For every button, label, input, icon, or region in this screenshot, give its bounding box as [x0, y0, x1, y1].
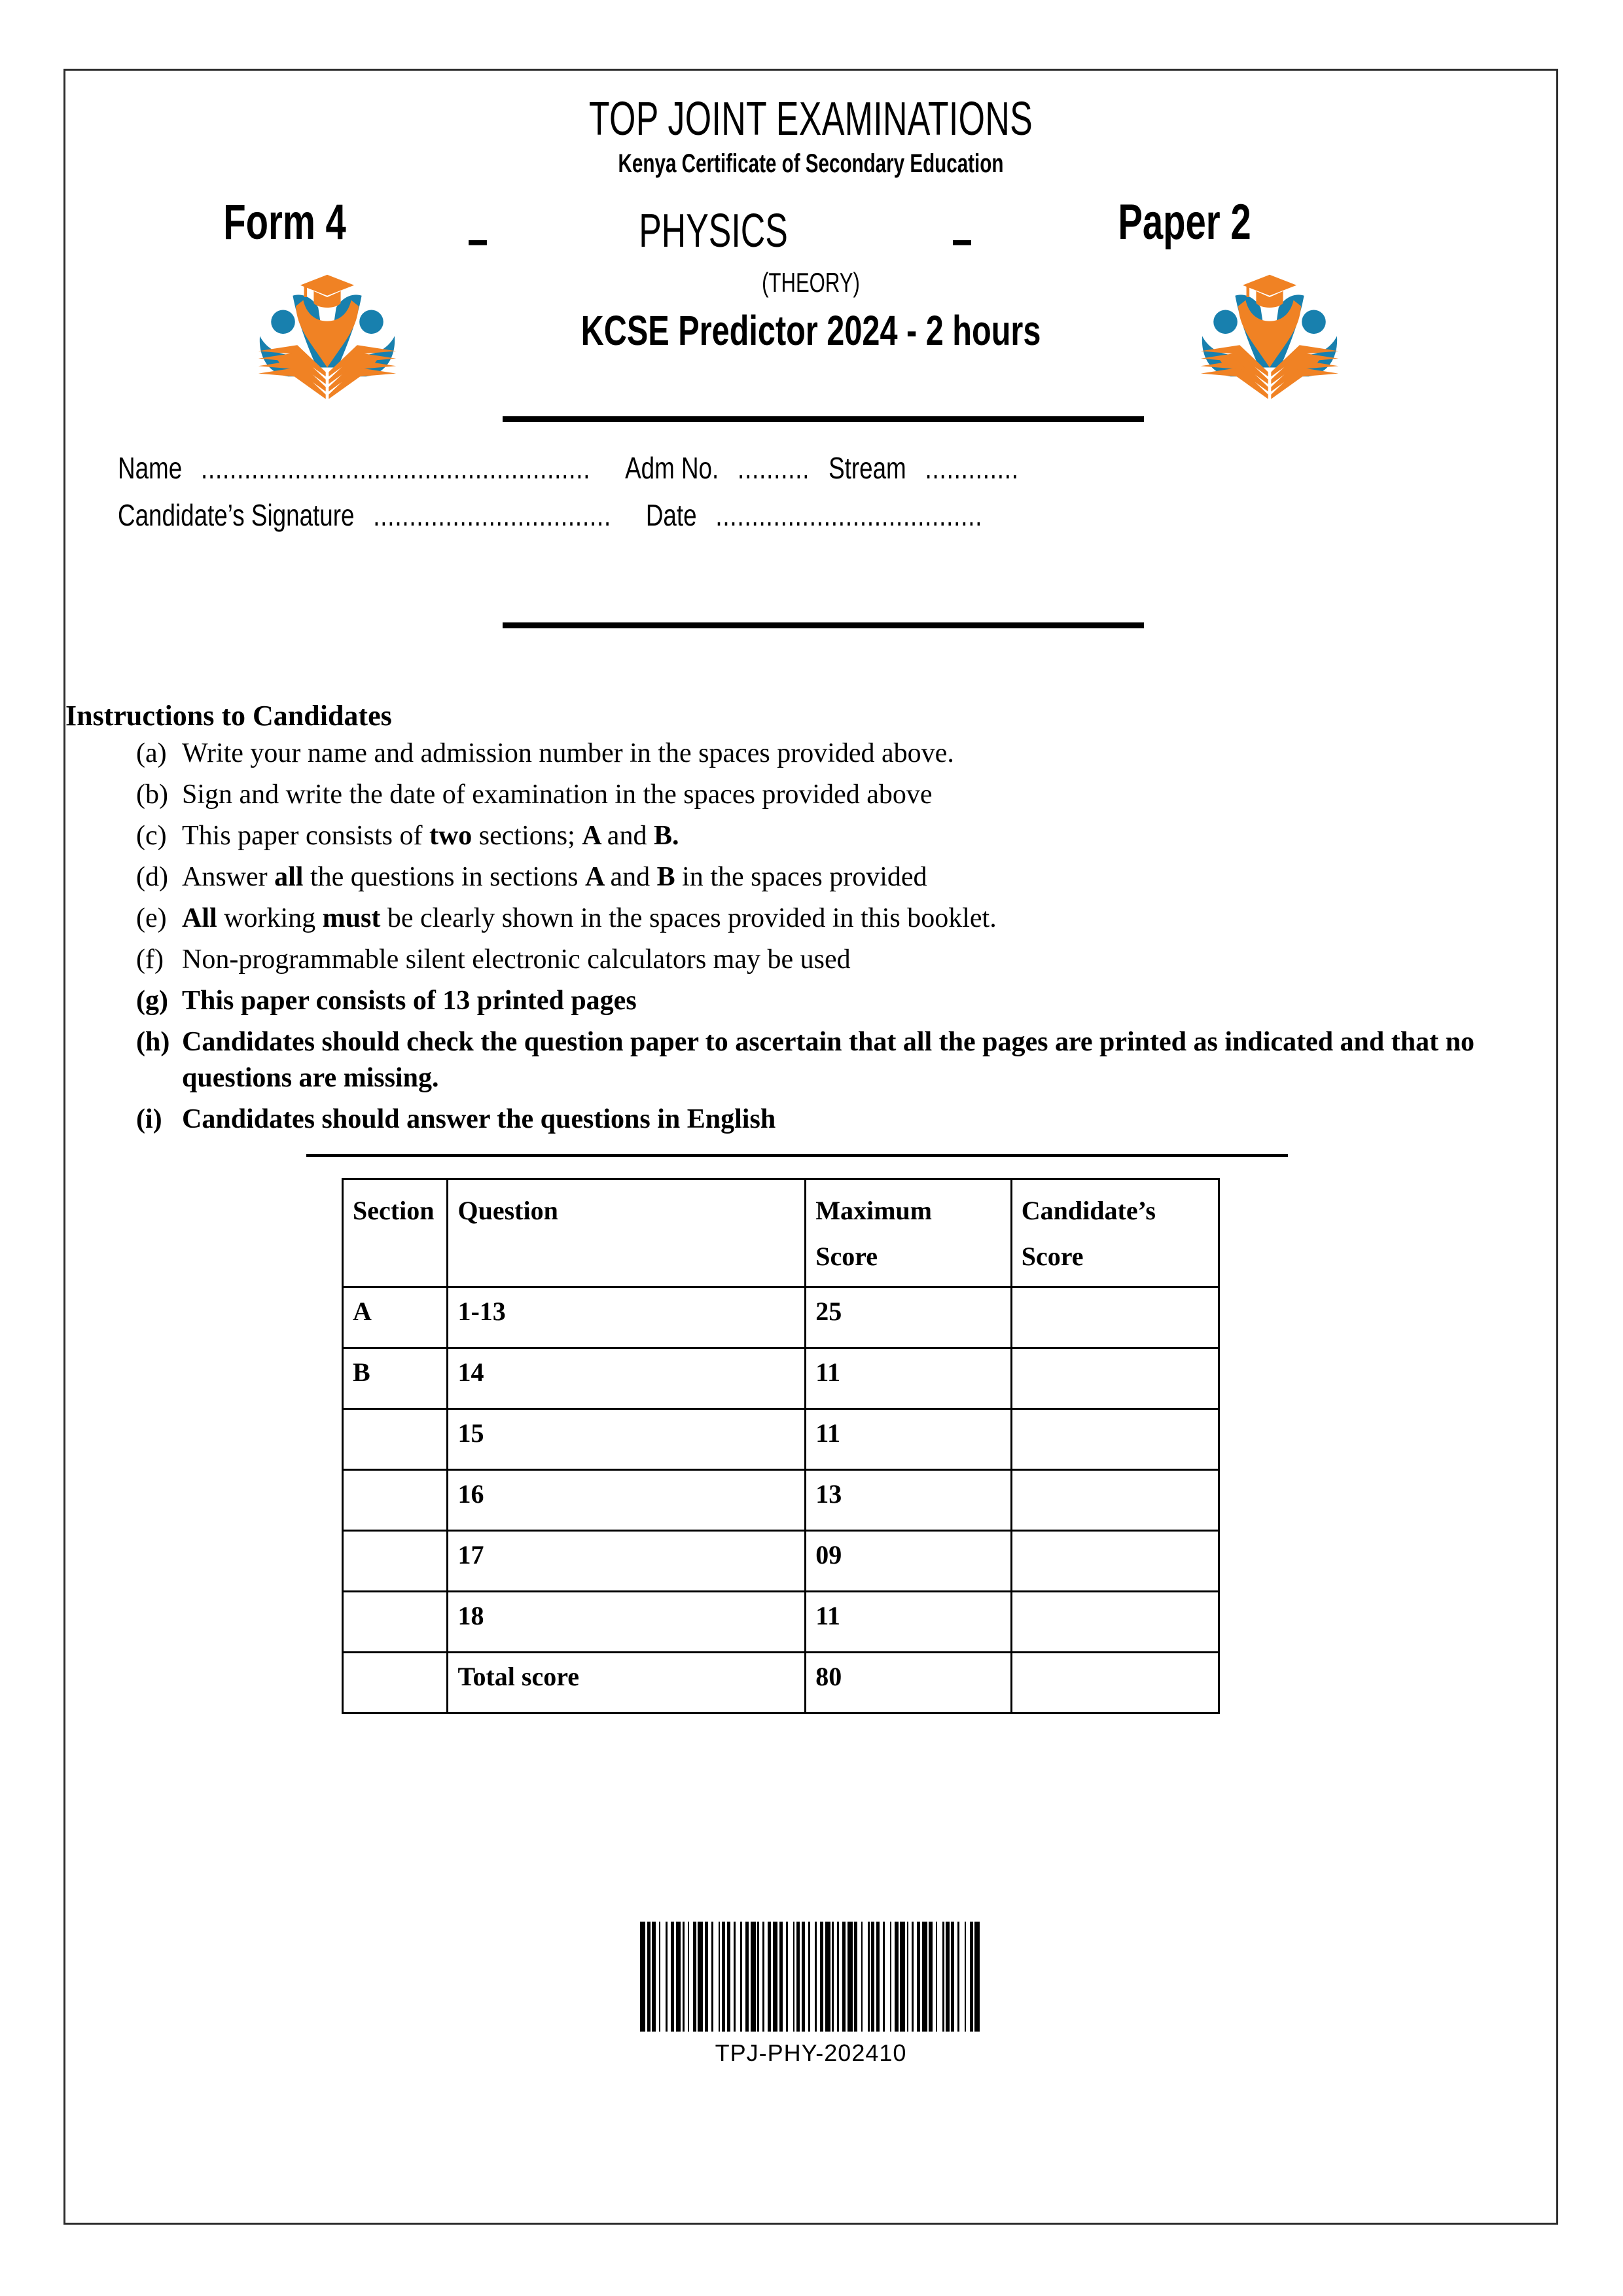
- instruction-item: [136, 859, 1484, 895]
- header-section: Section: [343, 1179, 448, 1287]
- table-row: [343, 1409, 1219, 1470]
- paper-identification-line: [65, 188, 1556, 267]
- cell-section: [343, 1470, 448, 1531]
- dash-separator-right: –: [952, 211, 972, 267]
- instruction-text: Candidates should check the question paper to ascertain that all the pages are printed as indicated and that no questions are missing.: [182, 1027, 1474, 1093]
- stream-label: Stream: [829, 451, 906, 485]
- signature-field-row: [118, 497, 1196, 533]
- signature-input[interactable]: .................................: [373, 498, 612, 532]
- table-row: [343, 1592, 1219, 1653]
- barcode-image: [640, 1922, 982, 2032]
- instruction-text: Write your name and admission number in the spaces provided above.: [182, 738, 954, 768]
- instruction-marker: (a): [136, 738, 167, 768]
- instructions-heading: Instructions to Candidates: [65, 700, 392, 732]
- instruction-item: [136, 818, 1484, 854]
- instruction-marker: (d): [136, 862, 168, 892]
- instruction-item: [136, 901, 1484, 937]
- cell-maximum-score: 09: [806, 1531, 1012, 1592]
- instruction-marker: (f): [136, 944, 164, 975]
- barcode-block: [65, 1913, 1556, 2067]
- instruction-text: Candidates should answer the questions in English: [182, 1104, 776, 1134]
- adm-no-label: Adm No.: [625, 451, 719, 485]
- instruction-text: Non-programmable silent electronic calculators may be used: [182, 944, 851, 975]
- score-summary-table: [342, 1178, 1220, 1714]
- cell-candidate-score[interactable]: [1011, 1287, 1219, 1348]
- cell-section: [343, 1409, 448, 1470]
- paper-type-label: (THEORY): [762, 267, 860, 298]
- header-candidate-score: Candidate’s Score: [1011, 1179, 1219, 1287]
- table-header-row: [343, 1179, 1219, 1287]
- table-header: [343, 1179, 1219, 1287]
- instructions-list: [136, 736, 1484, 1143]
- instruction-item: [136, 777, 1484, 813]
- cell-candidate-score[interactable]: [1011, 1409, 1219, 1470]
- cell-question: 16: [448, 1470, 806, 1531]
- name-input[interactable]: ......................................................: [200, 451, 591, 485]
- table-row: [343, 1653, 1219, 1713]
- cell-question: 15: [448, 1409, 806, 1470]
- instruction-text: All working must be clearly shown in the spaces provided in this booklet.: [182, 903, 997, 933]
- table-row: [343, 1287, 1219, 1348]
- header-divider-rule: [503, 416, 1144, 422]
- instruction-marker: (e): [136, 903, 167, 933]
- header-question: Question: [448, 1179, 806, 1287]
- cell-candidate-score[interactable]: [1011, 1653, 1219, 1713]
- instruction-item: [136, 1102, 1484, 1138]
- cell-section: [343, 1531, 448, 1592]
- instruction-text: Sign and write the date of examination in the spaces provided above: [182, 780, 933, 810]
- instruction-marker: (h): [136, 1027, 170, 1057]
- header-maximum-score: Maximum Score: [806, 1179, 1012, 1287]
- cell-maximum-score: 80: [806, 1653, 1012, 1713]
- masthead: [65, 71, 1556, 179]
- cell-section: [343, 1653, 448, 1713]
- exam-title: TOP JOINT EXAMINATIONS: [588, 93, 1033, 145]
- cell-maximum-score: 11: [806, 1409, 1012, 1470]
- cell-section: A: [343, 1287, 448, 1348]
- cell-maximum-score: 13: [806, 1470, 1012, 1531]
- predictor-duration-label: KCSE Predictor 2024 - 2 hours: [580, 307, 1041, 354]
- form-level-label: Form 4: [223, 194, 346, 250]
- instruction-marker: (c): [136, 821, 167, 851]
- cell-maximum-score: 25: [806, 1287, 1012, 1348]
- cell-maximum-score: 11: [806, 1348, 1012, 1409]
- instruction-marker: (i): [136, 1104, 162, 1134]
- table-row: [343, 1348, 1219, 1409]
- cell-maximum-score: 11: [806, 1592, 1012, 1653]
- table-body: [343, 1287, 1219, 1713]
- cell-section: [343, 1592, 448, 1653]
- date-label: Date: [645, 498, 697, 532]
- cell-question: Total score: [448, 1653, 806, 1713]
- signature-label: Candidate’s Signature: [118, 498, 355, 532]
- instruction-text: This paper consists of two sections; A and B.: [182, 821, 679, 851]
- cell-section: B: [343, 1348, 448, 1409]
- instruction-text: Answer all the questions in sections A and B in the spaces provided: [182, 862, 927, 892]
- cell-question: 14: [448, 1348, 806, 1409]
- dash-separator-left: –: [467, 211, 488, 267]
- stream-input[interactable]: .............: [925, 451, 1019, 485]
- exam-subtitle: Kenya Certificate of Secondary Education: [618, 149, 1004, 178]
- table-row: [343, 1470, 1219, 1531]
- page-border: [63, 69, 1558, 2225]
- name-label: Name: [118, 451, 183, 485]
- cell-candidate-score[interactable]: [1011, 1348, 1219, 1409]
- cell-question: 1-13: [448, 1287, 806, 1348]
- instruction-item: [136, 1024, 1484, 1096]
- table-divider-rule: [306, 1154, 1288, 1157]
- instruction-item: [136, 983, 1484, 1019]
- barcode-label: TPJ-PHY-202410: [715, 2039, 907, 2066]
- name-field-row: [118, 450, 1196, 486]
- adm-no-input[interactable]: ..........: [738, 451, 810, 485]
- table-row: [343, 1531, 1219, 1592]
- cell-candidate-score[interactable]: [1011, 1470, 1219, 1531]
- candidate-details-divider-rule: [503, 622, 1144, 628]
- cell-question: 18: [448, 1592, 806, 1653]
- subject-label: PHYSICS: [639, 205, 788, 257]
- cell-question: 17: [448, 1531, 806, 1592]
- instruction-marker: (b): [136, 780, 168, 810]
- date-input[interactable]: .....................................: [715, 498, 983, 532]
- instruction-item: [136, 736, 1484, 772]
- cell-candidate-score[interactable]: [1011, 1592, 1219, 1653]
- instruction-text: This paper consists of 13 printed pages: [182, 986, 637, 1016]
- cell-candidate-score[interactable]: [1011, 1531, 1219, 1592]
- instruction-item: [136, 942, 1484, 978]
- instruction-marker: (g): [136, 986, 168, 1016]
- paper-number-label: Paper 2: [1118, 194, 1251, 250]
